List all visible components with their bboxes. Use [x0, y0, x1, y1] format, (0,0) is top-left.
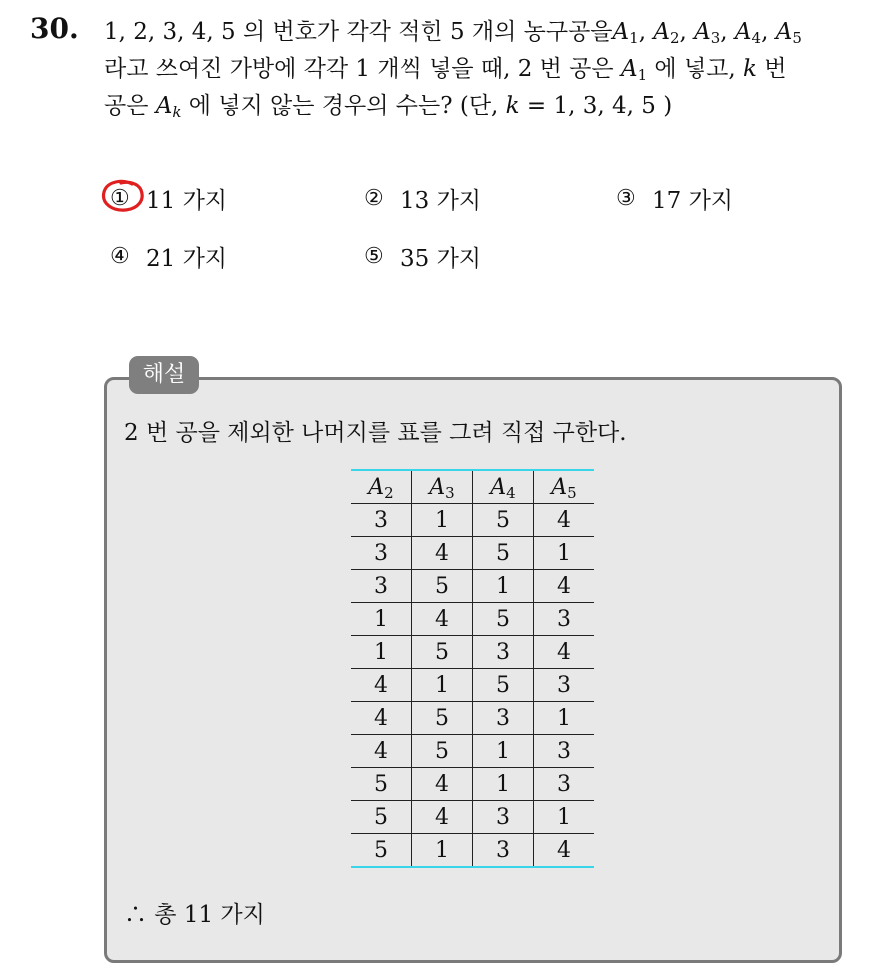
label-separator: , [761, 19, 769, 45]
math-label-sub: 1 [629, 29, 639, 47]
choice-number: ④ [110, 244, 130, 269]
table-cell: 4 [534, 636, 595, 669]
table-cell: 3 [473, 801, 534, 834]
table-cell: 1 [412, 669, 473, 702]
math-label-sub: 4 [751, 29, 762, 47]
math-label-sub: 5 [792, 29, 802, 47]
math-label-base: A [612, 19, 630, 45]
choice-3[interactable] [616, 182, 733, 215]
bag-label-a4 [728, 19, 769, 45]
table-cell: 5 [473, 669, 534, 702]
table-cell: 4 [412, 537, 473, 570]
math-label-ak [156, 93, 182, 119]
table-cell: 4 [351, 735, 412, 768]
table-row [351, 603, 594, 636]
table-cell: 4 [412, 768, 473, 801]
bag-label-a1 [613, 19, 646, 45]
table-cell: 1 [473, 570, 534, 603]
table-cell: 4 [412, 801, 473, 834]
question-line-2-pre: 라고 쓰여진 가방에 각각 1 개씩 넣을 때, 2 번 공은 [104, 56, 614, 82]
table-row [351, 702, 594, 735]
solution-table [351, 469, 594, 868]
table-row [351, 636, 594, 669]
table-cell: 5 [412, 570, 473, 603]
table-cell: 1 [473, 768, 534, 801]
table-row [351, 735, 594, 768]
table-cell: 1 [473, 735, 534, 768]
table-cell: 1 [534, 537, 595, 570]
table-row [351, 570, 594, 603]
table-cell: 3 [534, 768, 595, 801]
table-body [351, 504, 594, 868]
table-row [351, 537, 594, 570]
answer-mark-circle-icon [101, 178, 147, 214]
math-label-base: A [775, 19, 793, 45]
choice-5[interactable] [364, 240, 481, 273]
table-cell: 4 [557, 837, 571, 863]
math-label-base: A [653, 19, 670, 45]
table-cell: 1 [412, 834, 473, 868]
math-label-base: A [620, 56, 638, 82]
table-cell: 3 [473, 834, 534, 868]
math-label-base: A [694, 19, 711, 45]
answer-mark-stroke [104, 181, 143, 210]
math-var-k: k [743, 56, 757, 82]
choice-number: ⑤ [364, 244, 384, 269]
question-text [104, 14, 864, 125]
choice-number: ③ [616, 186, 636, 211]
question-line-2-mid: 에 넣고, [654, 56, 736, 82]
label-separator: , [638, 19, 647, 45]
table-cell: 4 [351, 669, 412, 702]
solution-intro: 2 번 공을 제외한 나머지를 표를 그려 직접 구한다. [124, 420, 627, 446]
question-line-1-text: 1, 2, 3, 4, 5 의 번호가 각각 적힌 5 개의 농구공을 [104, 19, 613, 45]
table-header-a2 [351, 470, 412, 504]
label-separator: , [720, 19, 728, 45]
question-line-3 [104, 88, 864, 125]
table-cell: 3 [534, 669, 595, 702]
solution-tag: 해설 [129, 356, 199, 394]
solution-conclusion: ∴ 총 11 가지 [124, 902, 265, 928]
table-cell: 3 [473, 702, 534, 735]
math-label-base: A [368, 474, 385, 500]
bag-label-a3 [687, 19, 728, 45]
bag-label-a5 [768, 19, 801, 45]
table-cell: 5 [412, 636, 473, 669]
table-row [351, 768, 594, 801]
choice-4[interactable] [110, 240, 227, 273]
table-cell: 1 [351, 603, 412, 636]
table-cell: 3 [351, 570, 412, 603]
math-label-base: A [429, 474, 446, 500]
table-cell: 5 [351, 801, 412, 834]
table-cell: 5 [473, 504, 534, 537]
table-header-a3 [412, 470, 473, 504]
math-label-sub: 3 [445, 483, 455, 502]
question-line-3-post: = 1, 3, 4, 5 ) [526, 93, 673, 119]
question-line-3-pre: 공은 [104, 93, 149, 119]
math-label-sub: 2 [384, 483, 394, 502]
table-header-row [351, 470, 594, 504]
question-number: 30. [30, 12, 79, 45]
math-label-base: A [490, 474, 507, 500]
table-row [351, 801, 594, 834]
choice-number: ② [364, 186, 384, 211]
math-var-k: k [505, 93, 520, 119]
table-cell: 1 [351, 636, 412, 669]
table-cell: 1 [412, 504, 473, 537]
table-cell: 3 [534, 603, 595, 636]
table-row [351, 669, 594, 702]
table-cell: 3 [534, 735, 595, 768]
choice-text: 35 가지 [400, 246, 482, 272]
table-cell: 3 [351, 537, 412, 570]
math-label-base: A [155, 93, 173, 119]
table-cell: 4 [534, 570, 595, 603]
table-cell: 4 [534, 504, 595, 537]
choice-2[interactable] [364, 182, 481, 215]
table-cell: 5 [473, 537, 534, 570]
table-cell: 4 [351, 702, 412, 735]
table-cell: 4 [412, 603, 473, 636]
math-label-sub: 2 [669, 29, 680, 47]
table-row [351, 834, 594, 868]
table-cell: 5 [351, 834, 412, 868]
label-separator: , [679, 19, 687, 45]
table-row [351, 504, 594, 537]
question-line-2-post: 번 [764, 56, 787, 82]
math-label-a1 [621, 56, 647, 82]
bag-label-a2 [646, 19, 687, 45]
choice-text: 11 가지 [146, 188, 228, 214]
math-label-sub: 5 [567, 483, 577, 502]
question-line-2 [104, 51, 864, 88]
math-label-sub: 4 [506, 483, 516, 502]
math-label-sub: 1 [637, 66, 648, 84]
bag-label-list [613, 19, 802, 45]
table-header-a5 [534, 470, 595, 504]
table-header-a4 [473, 470, 534, 504]
table-cell: 3 [351, 504, 412, 537]
table-cell: 3 [473, 636, 534, 669]
table-cell: 5 [412, 702, 473, 735]
math-label-base: A [551, 474, 568, 500]
choice-text: 13 가지 [400, 188, 482, 214]
choice-number: ① [110, 186, 130, 211]
question-line-3-mid: 에 넣지 않는 경우의 수는? (단, [188, 93, 499, 119]
choice-text: 21 가지 [146, 246, 228, 272]
math-label-base: A [734, 19, 752, 45]
math-label-sub: k [172, 103, 182, 121]
question-line-1 [104, 14, 864, 51]
table-cell: 5 [473, 603, 534, 636]
choice-text: 17 가지 [652, 188, 734, 214]
math-label-sub: 3 [710, 29, 721, 47]
table-cell: 1 [534, 801, 595, 834]
table-cell: 1 [534, 702, 595, 735]
table-cell: 5 [351, 768, 412, 801]
table-cell: 5 [412, 735, 473, 768]
